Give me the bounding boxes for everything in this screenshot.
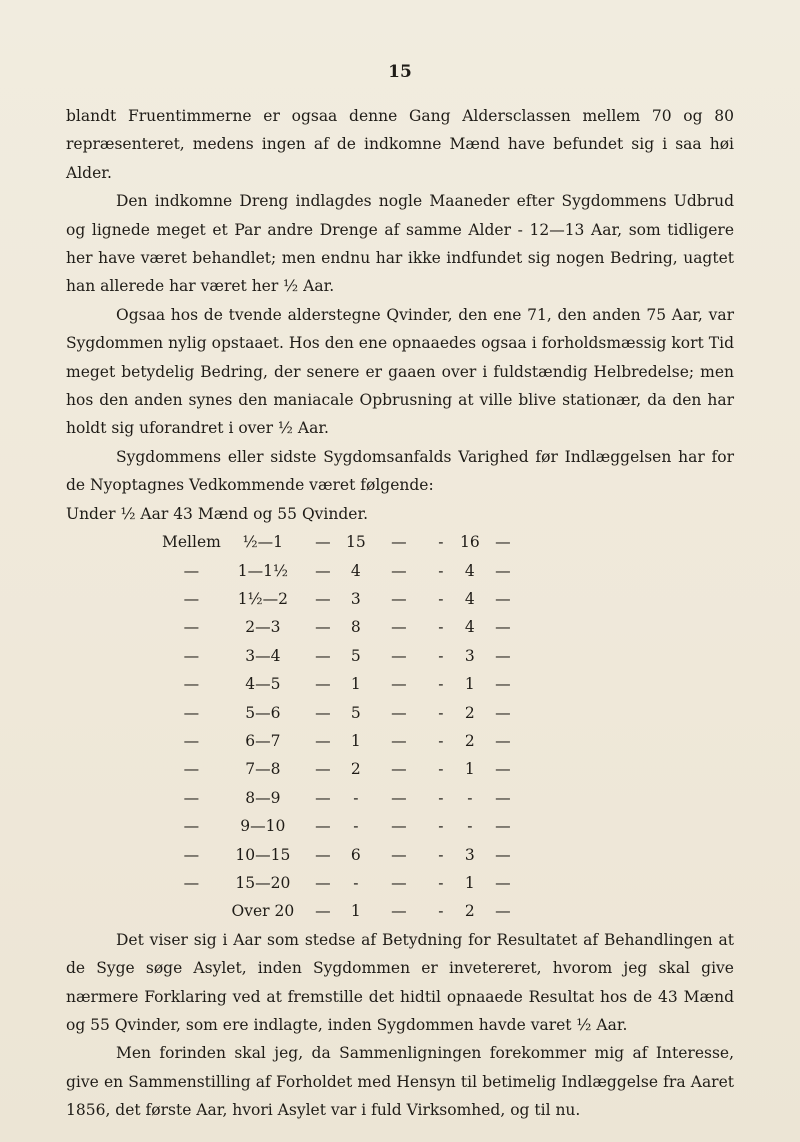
separator: — [391,646,407,665]
separator: — [391,703,407,722]
duration-table [162,528,521,926]
separator: — [495,873,511,892]
duration-range: 8—9 [245,788,281,807]
separator: — [391,561,407,580]
table-row [162,755,521,783]
table-row [162,557,521,585]
men-count: - [353,817,359,836]
separator: - [438,788,444,807]
separator: — [495,589,511,608]
women-count: 3 [464,646,475,665]
paragraph: blandt Fruentimmerne er ogsaa denne Gang Aldersclassen mellem 70 og 80 repræsenteret, medens ingen af de indkomne Mænd have befundet sig i saa høi Alder. [66,107,734,182]
duration-range: 1½—2 [237,589,288,608]
women-count: 2 [464,902,475,921]
separator: - [438,760,444,779]
women-count: 1 [464,760,475,779]
women-count: 4 [464,589,475,608]
women-count: 2 [464,703,475,722]
separator: - [438,731,444,750]
row-lead: — [183,618,200,637]
separator: — [315,873,331,892]
table-row [162,812,521,840]
women-count: 16 [459,533,480,552]
separator: - [438,703,444,722]
men-count: 8 [350,618,361,637]
men-count: - [353,873,359,892]
duration-range: 3—4 [245,646,281,665]
separator: — [315,845,331,864]
separator: — [315,533,331,552]
paragraph: Men forinden skal jeg, da Sammenligningen forekommer mig af Interesse, give en Sammenstilling af Forholdet med Hensyn til betimelig Indlæggelse fra Aaret 1856, det første Aar, hvori Asylet var i fuld Virksomhed, og til nu. [66,1044,734,1120]
men-count: 1 [350,902,361,921]
separator: — [391,788,407,807]
duration-range: 2—3 [245,618,281,637]
separator: - [438,561,444,580]
separator: — [495,561,511,580]
row-lead: — [183,845,200,864]
row-lead: — [183,760,200,779]
separator: — [495,731,511,750]
separator: — [315,788,331,807]
separator: — [315,618,331,637]
page-number: 15 [388,62,412,82]
men-count: 5 [350,646,361,665]
separator: — [315,589,331,608]
separator: — [391,675,407,694]
row-lead: — [183,561,200,580]
men-count: 5 [350,703,361,722]
table-row [162,528,521,556]
paragraph: Sygdommens eller sidste Sygdomsanfalds Varighed før Indlæggelsen har for de Nyoptagnes Vedkommende været følgende: [66,447,734,495]
separator: - [438,675,444,694]
row-lead: — [183,646,200,665]
men-count: 6 [350,845,361,864]
women-count: - [467,817,473,836]
table-row [162,784,521,812]
duration-range: 6—7 [245,731,281,750]
separator: - [438,646,444,665]
row-lead: — [183,589,200,608]
separator: — [391,760,407,779]
separator: — [315,646,331,665]
separator: - [438,589,444,608]
men-count: 1 [350,675,361,694]
body-text [66,102,734,1125]
separator: - [438,817,444,836]
separator: — [495,788,511,807]
women-count: 1 [464,873,475,892]
separator: — [391,845,407,864]
duration-range: ½—1 [242,533,284,552]
separator: — [495,703,511,722]
table-row [162,727,521,755]
table-row [162,841,521,869]
row-lead: — [183,731,200,750]
women-count: 3 [464,845,475,864]
separator: - [438,533,444,552]
separator: — [315,760,331,779]
women-count: 4 [464,561,475,580]
separator: — [315,561,331,580]
separator: — [391,817,407,836]
separator: — [495,817,511,836]
separator: - [438,618,444,637]
table-intro: Under ½ Aar 43 Mænd og 55 Qvinder. [66,504,369,523]
men-count: 1 [350,731,361,750]
separator: — [391,589,407,608]
duration-range: 5—6 [245,703,281,722]
separator: — [495,760,511,779]
separator: - [438,902,444,921]
duration-range: 15—20 [235,873,291,892]
separator: - [438,873,444,892]
row-lead [162,897,221,925]
separator: — [495,533,511,552]
men-count: 15 [345,533,366,552]
row-lead: — [183,703,200,722]
men-count: - [353,788,359,807]
row-lead: Mellem [162,533,221,552]
women-count: 4 [464,618,475,637]
duration-range: 1—1½ [237,561,288,580]
row-lead: — [183,873,200,892]
table-row [162,613,521,641]
table-row [162,642,521,670]
row-lead: — [183,817,200,836]
table-row [162,699,521,727]
paragraph: Ogsaa hos de tvende alderstegne Qvinder, den ene 71, den anden 75 Aar, var Sygdommen nylig opstaaet. Hos den ene opnaaedes ogsaa i forholdsmæssig kort Tid meget betydelig Bedring, der senere er gaaen over i fuldstændig Helbredelse; men hos den anden synes den maniacale Opbrusning at ville blive stationær, da den har holdt sig uforandret i over ½ Aar. [66,305,734,438]
separator: — [315,675,331,694]
separator: — [315,817,331,836]
separator: — [315,731,331,750]
row-lead: — [183,675,200,694]
men-count: 4 [350,561,361,580]
separator: — [391,533,407,552]
separator: — [315,902,331,921]
separator: — [391,731,407,750]
separator: — [495,618,511,637]
separator: — [391,902,407,921]
table-row [162,869,521,897]
separator: — [495,845,511,864]
paragraph: Det viser sig i Aar som stedse af Betydning for Resultatet af Behandlingen at de Syge søge Asylet, inden Sygdommen er invetereret, hvorom jeg skal give nærmere Forklaring ved at fremstille det hidtil opnaaede Resultat hos de 43 Mænd og 55 Qvinder, som ere indlagte, inden Sygdommen havde varet ½ Aar. [66,930,734,1034]
separator: — [495,646,511,665]
duration-range: 9—10 [240,817,286,836]
men-count: 3 [350,589,361,608]
separator: — [391,618,407,637]
separator: — [495,675,511,694]
table-row [162,897,521,925]
table-row [162,670,521,698]
duration-range: 10—15 [235,845,291,864]
women-count: - [467,788,473,807]
separator: - [438,845,444,864]
duration-range: Over 20 [231,902,295,921]
women-count: 1 [464,675,475,694]
duration-range: 7—8 [245,760,281,779]
table-row [162,585,521,613]
paragraph: Den indkomne Dreng indlagdes nogle Maaneder efter Sygdommens Udbrud og lignede meget et Par andre Drenge af samme Alder - 12—13 Aar, som tidligere her have været behandlet; men endnu har ikke indfundet sig nogen Bedring, uagtet han allerede har været her ½ Aar. [66,192,734,296]
separator: — [391,873,407,892]
women-count: 2 [464,731,475,750]
separator: — [315,703,331,722]
row-lead: — [183,788,200,807]
men-count: 2 [350,760,361,779]
separator: — [495,902,511,921]
duration-range: 4—5 [245,675,281,694]
